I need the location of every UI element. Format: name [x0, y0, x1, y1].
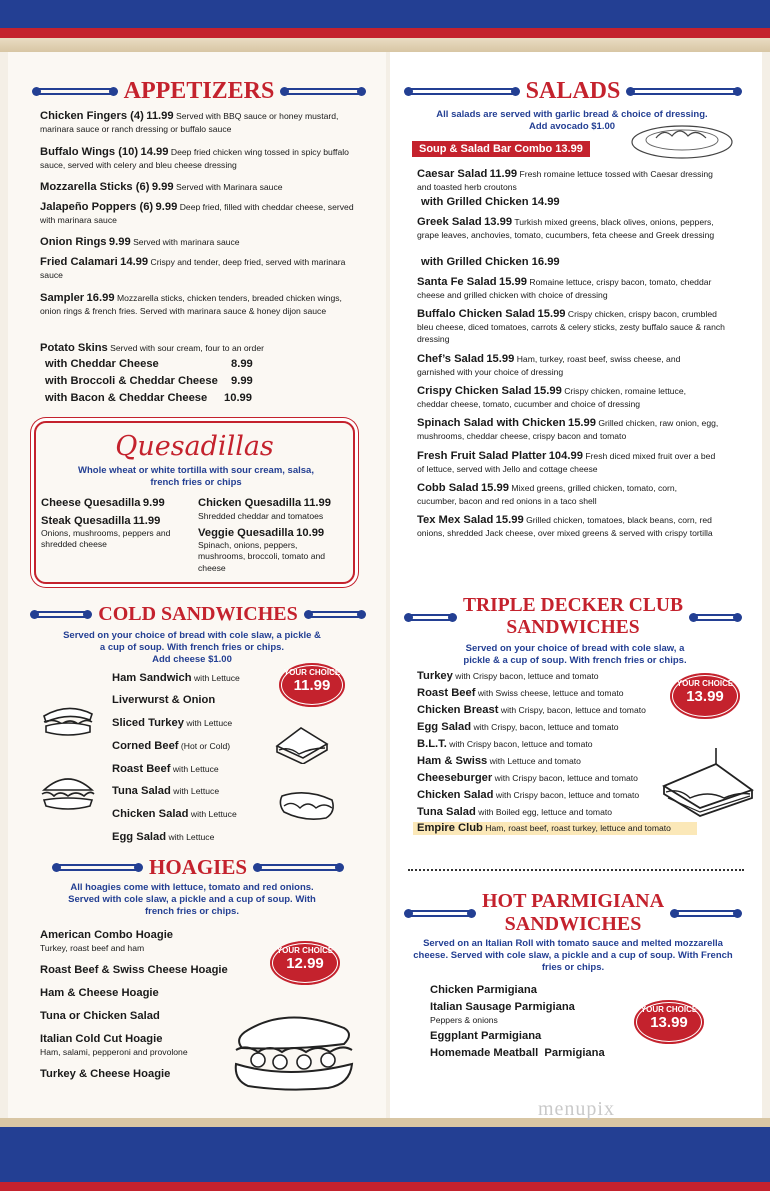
menu-item: Homemade Meatball Parmigiana — [430, 1047, 605, 1059]
hoagies-note: All hoagies come with lettuce, tomato and red onions. Served with cole slaw, a pickle and a cup of soup. With french fries or chips. — [68, 882, 316, 917]
hot-parm-heading — [404, 890, 742, 936]
potato-option: with Bacon & Cheddar Cheese 10.99 — [45, 392, 252, 404]
menu-item: Roast Beef & Swiss Cheese Hoagie — [40, 964, 228, 976]
bottom-border — [0, 1118, 770, 1191]
section-divider — [408, 869, 744, 871]
menu-item: Buffalo Chicken Salad 15.99 Crispy chicken, crispy bacon, crumbled bleu cheese, diced tomatoes, carrots & celery sticks, zesty buffalo sauce & ranch dressing — [417, 308, 725, 345]
menu-item: Sliced Turkey with Lettuce — [112, 717, 233, 729]
menu-item: Corned Beef (Hot or Cold) — [112, 740, 231, 752]
menu-item: Crispy Chicken Salad 15.99 Crispy chicken, romaine lettuce, cheddar cheese, tomato, cucumber and choice of dressing — [417, 385, 686, 409]
menu-item: Roast Beef with Swiss cheese, lettuce and tomato — [417, 687, 624, 699]
menu-item: Caesar Salad 11.99 Fresh romaine lettuce tossed with Caesar dressing and toasted herb croutons — [417, 168, 713, 192]
menu-item: Italian Sausage Parmigiana Peppers & onions — [430, 1001, 575, 1025]
triple-decker-heading — [404, 595, 742, 639]
menu-item: Ham Sandwich with Lettuce — [112, 672, 240, 684]
menu-item: Jalapeño Poppers (6) 9.99 Deep fried, filled with cheddar cheese, served with marinara sauce — [40, 201, 354, 225]
quesadillas-title: Quesadillas — [115, 431, 274, 462]
cold-sandwiches-note: Served on your choice of bread with cole slaw, a pickle & a cup of soup. With french fries or chips. — [63, 630, 321, 653]
hoagies-heading — [52, 856, 344, 879]
menu-item: Mozzarella Sticks (6) 9.99 Served with Marinara sauce — [40, 181, 283, 193]
menu-item: Egg Salad with Crispy, bacon, lettuce and tomato — [417, 721, 619, 733]
potato-option: with Cheddar Cheese 8.99 — [45, 358, 253, 370]
menu-item: Fresh Fruit Salad Platter 104.99 Fresh diced mixed fruit over a bed of lettuce, served with Jello and cottage cheese — [417, 450, 716, 474]
triple-decker-title: TRIPLE DECKER CLUB SANDWICHES — [463, 595, 683, 638]
hot-parm-note: Served on an Italian Roll with tomato sauce and melted mozzarella cheese. Served with cole slaw, a pickle and a cup of soup. With French fries or chips. — [413, 938, 733, 973]
menu-item-highlight: Empire Club Ham, roast beef, roast turkey, lettuce and tomato — [413, 822, 697, 835]
appetizers-title: APPETIZERS — [123, 78, 275, 104]
watermark: menupix — [538, 1098, 615, 1120]
menu-item: Chicken Breast with Crispy, bacon, lettuce and tomato — [417, 704, 646, 716]
menu-item: Turkey & Cheese Hoagie — [40, 1068, 171, 1080]
price-badge: YOUR CHOICE 13.99 — [670, 673, 740, 719]
menu-item: Chicken Fingers (4) 11.99 Served with BBQ sauce or honey mustard, marinara sauce or ranch dressing or buffalo sauce — [40, 110, 339, 134]
salads-title: SALADS — [525, 78, 621, 104]
quesadillas-note: Whole wheat or white tortilla with sour cream, salsa, french fries or chips — [78, 465, 314, 488]
menu-item: Tuna or Chicken Salad — [40, 1010, 160, 1022]
appetizers-heading — [32, 80, 366, 103]
menu-item: Tex Mex Salad 15.99 Grilled chicken, tomatoes, black beans, corn, red onions, shredded Jack cheese, over mixed greens & served with crispy tortilla — [417, 514, 713, 538]
menu-item: Tuna Salad with Boiled egg, lettuce and tomato — [417, 806, 613, 818]
cold-sandwiches-heading — [30, 603, 366, 626]
price-badge: YOUR CHOICE 11.99 — [279, 663, 345, 707]
menu-item: Turkey with Crispy bacon, lettuce and tomato — [417, 670, 599, 682]
menu-item: Greek Salad 13.99 Turkish mixed greens, black olives, onions, peppers, grape leaves, anchovies, tomato, cucumbers, feta cheese and Greek dressing — [417, 216, 715, 240]
cold-sandwiches-title: COLD SANDWICHES — [98, 603, 298, 625]
menu-item: Veggie Quesadilla 10.99 Spinach, onions, peppers, mushrooms, broccoli, tomato and cheese — [198, 527, 326, 573]
salad-plate-icon — [630, 118, 734, 160]
hoagies-title: HOAGIES — [148, 855, 248, 879]
salads-note: All salads are served with garlic bread & choice of dressing. — [436, 109, 708, 120]
menu-item: Chef’s Salad 15.99 Ham, turkey, roast beef, swiss cheese, and garnished with your choice of dressing — [417, 353, 681, 377]
menu-item: American Combo Hoagie Turkey, roast beef and ham — [40, 929, 174, 953]
menu-item: Roast Beef with Lettuce — [112, 763, 219, 775]
menu-item-extra: with Grilled Chicken 14.99 — [421, 196, 560, 208]
menu-item: Sampler 16.99 Mozzarella sticks, chicken tenders, breaded chicken wings, onion rings & french fries. Served with marinara sauce & honey dijon sauce — [40, 292, 342, 316]
menu-item: Santa Fe Salad 15.99 Romaine lettuce, crispy bacon, tomato, cheddar cheese and grilled chicken with choice of dressing — [417, 276, 712, 300]
menu-item: Egg Salad with Lettuce — [112, 831, 215, 843]
burger-icon — [38, 772, 98, 816]
sandwich-icon — [40, 702, 96, 742]
club-sandwich-icon — [660, 746, 756, 820]
menu-item: Potato Skins Served with sour cream, four to an order — [40, 342, 264, 354]
menu-item: Fried Calamari 14.99 Crispy and tender, deep fried, served with marinara sauce — [40, 256, 346, 280]
menu-item: Spinach Salad with Chicken 15.99 Grilled chicken, raw onion, egg, mushrooms, cheddar cheese, crispy bacon and tomato — [417, 417, 719, 441]
menu-item: Steak Quesadilla 11.99 Onions, mushrooms, peppers and shredded cheese — [41, 515, 171, 549]
menu-item: Cobb Salad 15.99 Mixed greens, grilled chicken, tomato, corn, cucumber, bacon and red onions in a taco shell — [417, 482, 678, 506]
menu-item: Buffalo Wings (10) 14.99 Deep fried chicken wing tossed in spicy buffalo sauce, served with celery and bleu cheese dressing — [40, 146, 349, 170]
menu-item: Ham & Cheese Hoagie — [40, 987, 159, 999]
sub-sandwich-icon — [276, 786, 338, 826]
sandwich-wedge-icon — [273, 724, 331, 764]
menu-item: Cheeseburger with Crispy bacon, lettuce and tomato — [417, 772, 638, 784]
menu-item: Chicken Quesadilla 11.99 Shredded cheddar and tomatoes — [198, 497, 331, 521]
menu-item: Tuna Salad with Lettuce — [112, 785, 220, 797]
hoagie-icon — [228, 1010, 358, 1092]
menu-item-extra: with Grilled Chicken 16.99 — [421, 256, 560, 268]
cold-sandwiches-note2: Add cheese $1.00 — [152, 654, 232, 665]
menu-item: Chicken Parmigiana — [430, 984, 537, 996]
menu-item: Eggplant Parmigiana — [430, 1030, 542, 1042]
hot-parm-title: HOT PARMIGIANA SANDWICHES — [481, 890, 665, 935]
menu-item: B.L.T. with Crispy bacon, lettuce and tomato — [417, 738, 593, 750]
triple-decker-note: Served on your choice of bread with cole slaw, a pickle & a cup of soup. With french fries or chips. — [463, 643, 687, 666]
salads-note2: Add avocado $1.00 — [528, 121, 616, 132]
quesadillas-box — [34, 421, 355, 584]
menu-item: Liverwurst & Onion — [112, 694, 216, 706]
menu-item: Cheese Quesadilla 9.99 — [41, 497, 165, 509]
menu-item: Onion Rings 9.99 Served with marinara sauce — [40, 236, 240, 248]
price-badge: YOUR CHOICE 13.99 — [634, 1000, 704, 1044]
menu-item: Chicken Salad with Crispy bacon, lettuce and tomato — [417, 789, 640, 801]
menu-item: Italian Cold Cut Hoagie Ham, salami, pepperoni and provolone — [40, 1033, 188, 1057]
menu-item: Chicken Salad with Lettuce — [112, 808, 237, 820]
potato-option: with Broccoli & Cheddar Cheese 9.99 — [45, 375, 253, 387]
price-badge: YOUR CHOICE 12.99 — [270, 941, 340, 985]
soup-salad-banner: Soup & Salad Bar Combo 13.99 — [412, 141, 590, 157]
top-border — [0, 0, 770, 52]
menu-item: Ham & Swiss with Lettuce and tomato — [417, 755, 581, 767]
salads-heading — [404, 80, 742, 103]
